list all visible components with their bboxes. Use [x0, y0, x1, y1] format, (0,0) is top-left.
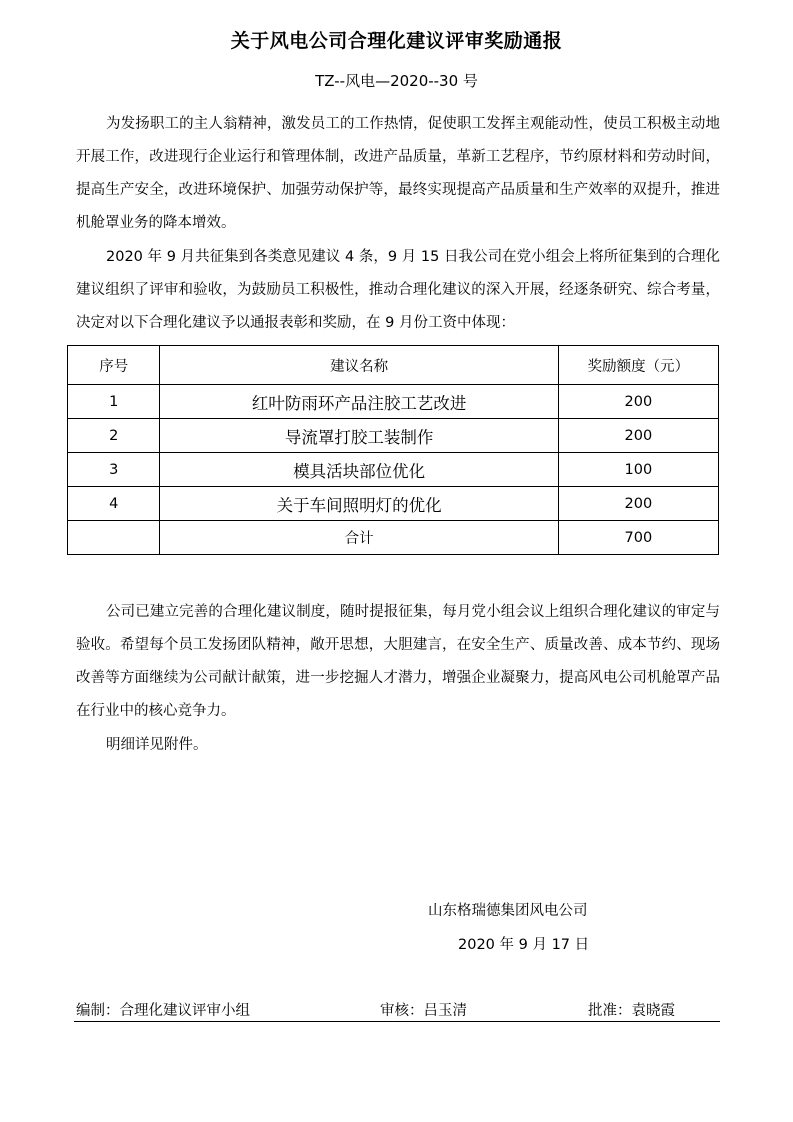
table-row	[68, 385, 719, 419]
table-total-row	[68, 521, 719, 555]
footer-editor: 编制：合理化建议评审小组	[76, 1003, 250, 1019]
header-index: 序号	[68, 346, 160, 385]
total-label: 合计	[160, 521, 558, 555]
row-reward-amount: 100	[558, 453, 718, 487]
signature-company: 山东格瑞德集团风电公司	[428, 903, 588, 919]
table-row	[68, 419, 719, 453]
row-reward-amount: 200	[558, 385, 718, 419]
signature-date: 2020 年 9 月 17 日	[458, 937, 590, 953]
row-index: 4	[68, 487, 160, 521]
row-reward-amount: 200	[558, 419, 718, 453]
row-suggestion-name: 模具活块部位优化	[160, 453, 558, 487]
table-row	[68, 487, 719, 521]
collection-paragraph: 2020 年 9 月共征集到各类意见建议 4 条，9 月 15 日我公司在党小组会上将所征集到的合理化建议组织了评审和验收，为鼓励员工积极性，推动合理化建议的深入开展，经逐条研究、综合考量，决定对以下合理化建议予以通报表彰和奖励，在 9 月份工资中体现：	[76, 249, 720, 331]
approval-footer	[74, 999, 720, 1022]
table-row	[68, 453, 719, 487]
table-header-row	[68, 346, 719, 385]
attachment-note: 明细详见附件。	[106, 737, 208, 753]
rewards-table	[67, 345, 719, 555]
closing-paragraph: 公司已建立完善的合理化建议制度，随时提报征集，每月党小组会议上组织合理化建议的审定与验收。希望每个员工发扬团队精神，敞开思想，大胆建言，在安全生产、质量改善、成本节约、现场改善等方面继续为公司献计献策，进一步挖掘人才潜力，增强企业凝聚力，提高风电公司机舱罩产品在行业中的核心竞争力。	[76, 604, 720, 719]
footer-reviewer: 审核：吕玉清	[380, 1003, 467, 1019]
document-number: TZ--风电—2020--30 号	[315, 72, 478, 90]
document-title: 关于风电公司合理化建议评审奖励通报	[230, 30, 563, 52]
row-index: 3	[68, 453, 160, 487]
total-amount: 700	[558, 521, 718, 555]
header-reward-amount: 奖励额度（元）	[558, 346, 718, 385]
row-index: 2	[68, 419, 160, 453]
total-index	[68, 521, 160, 555]
header-suggestion-name: 建议名称	[160, 346, 558, 385]
row-suggestion-name: 关于车间照明灯的优化	[160, 487, 558, 521]
footer-approver: 批准：袁晓霞	[588, 1003, 675, 1019]
row-suggestion-name: 导流罩打胶工装制作	[160, 419, 558, 453]
intro-paragraph: 为发扬职工的主人翁精神，激发员工的工作热情，促使职工发挥主观能动性，使员工积极主动地开展工作，改进现行企业运行和管理体制，改进产品质量，革新工艺程序，节约原材料和劳动时间，提高生产安全，改进环境保护、加强劳动保护等，最终实现提高产品质量和生产效率的双提升，推进机舱罩业务的降本增效。	[76, 116, 720, 231]
row-index: 1	[68, 385, 160, 419]
row-suggestion-name: 红叶防雨环产品注胶工艺改进	[160, 385, 558, 419]
row-reward-amount: 200	[558, 487, 718, 521]
